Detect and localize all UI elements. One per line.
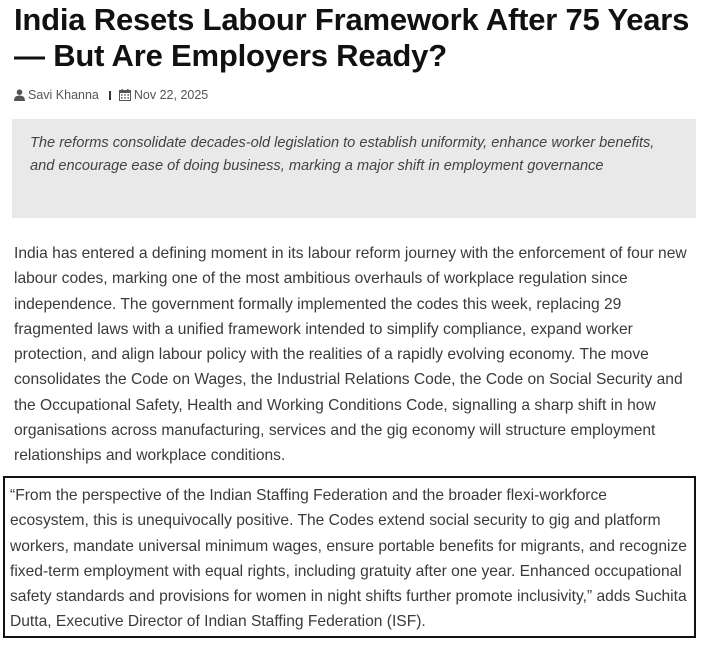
highlighted-quote	[3, 476, 696, 638]
article-body-paragraph: India has entered a defining moment in its labour reform journey with the enforcement of four new labour codes, marking one of the most ambitious overhauls of workplace regulation since independence. The government formally implemented the codes this week, replacing 29 fragmented laws with a unified framework intended to simplify compliance, expand worker protection, and align labour policy with the realities of a rapidly evolving economy. The move consolidates the Code on Wages, the Industrial Relations Code, the Code on Social Security and the Occupational Safety, Health and Working Conditions Code, signalling a sharp shift in how organisations across manufacturing, services and the gig economy will structure employment relationships and workplace conditions.	[14, 245, 687, 465]
user-icon	[14, 89, 25, 101]
author-name[interactable]: Savi Khanna	[28, 88, 99, 102]
quote-text: “From the perspective of the Indian Staffing Federation and the broader flexi-workforce ecosystem, this is unequivocally positive. The Codes extend social security to gig and platform workers, mandate universal minimum wages, ensure portable benefits for migrants, and recognize fixed-term employment with equal rights, including gratuity after one year. Enhanced occupational safety standards and provisions for women in night shifts further promote inclusivity,” adds Suchita Dutta, Executive Director of Indian Staffing Federation (ISF).	[10, 487, 687, 631]
article-title: India Resets Labour Framework After 75 Years — But Are Employers Ready?	[14, 2, 690, 73]
meta-divider	[109, 91, 111, 100]
publish-date: Nov 22, 2025	[133, 88, 209, 102]
calendar-icon	[119, 89, 131, 101]
summary-text: The reforms consolidate decades-old legislation to establish uniformity, enhance worker benefits, and encourage ease of doing business, marking a major shift in employment governance	[30, 135, 655, 174]
article-meta	[14, 86, 208, 104]
article-summary	[12, 119, 696, 218]
